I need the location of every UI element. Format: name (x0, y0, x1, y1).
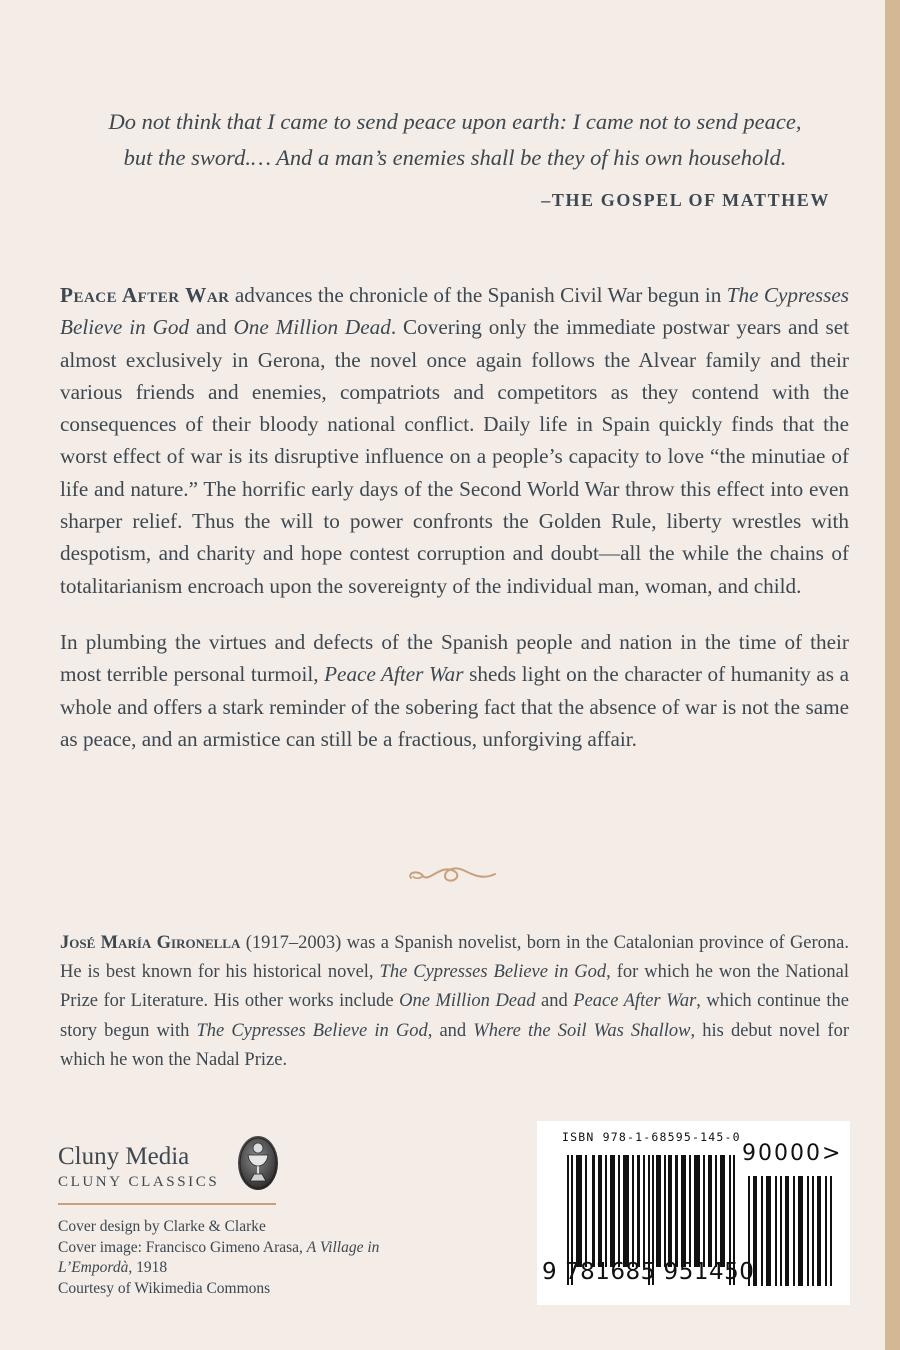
credit-text: , 1918 (128, 1259, 168, 1277)
blurb-text: . Covering only the immediate postwar years and set almost exclusively in Gerona, the novel once again follows the Alvear family and their various friends and enemies, compatriots and competitors as they contend with the consequences of their bloody national conflict. Daily life in Spain quickly finds that the worst effect of war is its disruptive influence on a people’s capacity to love “the minutiae of life and nature.” The horrific early days of the Second World War throw this effect into even sharper relief. Thus the will to power confronts the Golden Rule, liberty wrestles with despotism, and charity and hope contest corruption and doubt—all the while the chains of totalitarianism encroach upon the sovereignty of the individual man, woman, and child. (60, 315, 849, 598)
book-title: Peace After War (60, 283, 230, 307)
publisher-divider (58, 1203, 276, 1205)
epigraph-line-1: Do not think that I came to send peace upon earth: I came not to send peace, (108, 109, 802, 134)
bio-text: , which continue the story begun with (60, 991, 849, 1041)
painting-title: A Village in L’Empordà (58, 1238, 380, 1277)
epigraph-line-2: but the sword.… And a man’s enemies shall be they of his own household. (123, 145, 787, 170)
book-title-ref: Where the Soil Was Shallow (473, 1020, 691, 1041)
isbn-label: ISBN 978-1-68595-145-0 (562, 1130, 741, 1144)
bio-text: (1917–2003) was a Spanish novelist, born in the Catalonian province of Gerona. He is best known for his historical novel, (60, 933, 850, 983)
epigraph (60, 104, 850, 211)
cover-credits (58, 1217, 398, 1299)
author-bio (60, 929, 849, 1075)
ean-digits: 9 781685 951450 (542, 1259, 755, 1285)
blurb-paragraph-2 (60, 626, 849, 755)
bio-text: and (535, 991, 574, 1012)
author-name: José María Gironella (60, 933, 241, 953)
credit-source: Courtesy of Wikimedia Commons (58, 1279, 271, 1297)
bio-text: , his debut novel for which he won the Nadal Prize. (60, 1020, 849, 1070)
spine-edge-strip (885, 0, 900, 1350)
book-title-ref: Peace After War (573, 991, 697, 1012)
flourish-ornament-icon (405, 860, 500, 886)
bio-text: , for which he won the National Prize for Literature. His other works include (60, 962, 849, 1012)
addon-barcode-bars (748, 1176, 833, 1286)
book-title-ref: The Cypresses Believe in God (379, 962, 607, 983)
blurb-text: sheds light on the character of humanity as a whole and offers a stark reminder of the sobering fact that the absence of war is not the same as peace, and an armistice can still be a fractious, unforgiving affair. (60, 662, 849, 751)
book-title-ref: The Cypresses Believe in God (196, 1020, 428, 1041)
isbn-barcode (537, 1121, 850, 1305)
price-code: 90000> (742, 1141, 843, 1166)
blurb-text: and (189, 315, 234, 340)
book-title-ref: The Cypresses Believe in God (60, 283, 849, 340)
epigraph-quote (60, 104, 850, 176)
book-title-ref: One Million Dead (399, 991, 536, 1012)
publisher-imprint: CLUNY CLASSICS (58, 1174, 220, 1190)
blurb-text: advances the chronicle of the Spanish Civil War begun in (229, 283, 727, 307)
chalice-icon (237, 1135, 279, 1191)
credit-design: Cover design by Clarke & Clarke (58, 1218, 266, 1235)
book-title-ref: Peace After War (324, 662, 464, 687)
publisher-name: Cluny Media (58, 1143, 190, 1170)
credit-image (58, 1238, 398, 1279)
book-blurb (60, 279, 849, 755)
blurb-paragraph-1 (60, 279, 849, 602)
book-title-ref: One Million Dead (233, 315, 391, 340)
epigraph-attribution: –THE GOSPEL OF MATTHEW (541, 190, 830, 210)
blurb-text: In plumbing the virtues and defects of the Spanish people and nation in the time of their most terrible personal turmoil, (60, 629, 849, 687)
credit-text: Cover image: Francisco Gimeno Arasa, (58, 1238, 307, 1256)
bio-text: , and (427, 1020, 474, 1041)
